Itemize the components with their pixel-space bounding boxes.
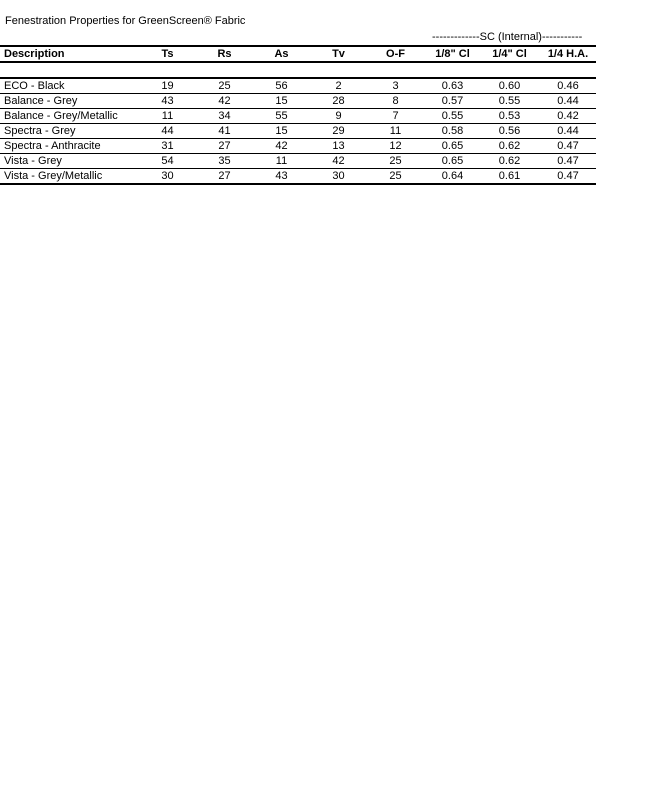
header-tv: Tv bbox=[308, 46, 365, 62]
cell-of: 12 bbox=[365, 139, 422, 154]
cell-rs: 27 bbox=[194, 139, 251, 154]
table-row bbox=[0, 109, 596, 124]
table-body bbox=[0, 62, 596, 184]
cell-of: 25 bbox=[365, 154, 422, 169]
cell-ts: 31 bbox=[137, 139, 194, 154]
cell-sc-18-cl: 0.64 bbox=[422, 169, 479, 185]
cell-tv: 28 bbox=[308, 94, 365, 109]
cell-tv: 30 bbox=[308, 169, 365, 185]
cell-sc-14-ha: 0.44 bbox=[536, 124, 596, 139]
cell-as: 11 bbox=[251, 154, 308, 169]
header-description: Description bbox=[0, 46, 137, 62]
cell-sc-14-ha: 0.42 bbox=[536, 109, 596, 124]
cell-description: ECO - Black bbox=[0, 78, 137, 94]
cell-tv: 42 bbox=[308, 154, 365, 169]
cell-description: Vista - Grey bbox=[0, 154, 137, 169]
cell-rs: 41 bbox=[194, 124, 251, 139]
cell-ts: 54 bbox=[137, 154, 194, 169]
cell-of: 7 bbox=[365, 109, 422, 124]
cell-sc-18-cl: 0.65 bbox=[422, 139, 479, 154]
cell-description: Spectra - Anthracite bbox=[0, 139, 137, 154]
header-sc-18-cl: 1/8" Cl bbox=[422, 46, 479, 62]
cell-as: 15 bbox=[251, 124, 308, 139]
table-row bbox=[0, 169, 596, 185]
cell-sc-14-ha: 0.47 bbox=[536, 154, 596, 169]
cell-sc-14-cl: 0.61 bbox=[479, 169, 536, 185]
cell-description: Balance - Grey/Metallic bbox=[0, 109, 137, 124]
cell-as: 43 bbox=[251, 169, 308, 185]
cell-sc-14-cl: 0.62 bbox=[479, 154, 536, 169]
header-sc-14-cl: 1/4" Cl bbox=[479, 46, 536, 62]
cell-rs: 25 bbox=[194, 78, 251, 94]
cell-description: Vista - Grey/Metallic bbox=[0, 169, 137, 185]
cell-of: 11 bbox=[365, 124, 422, 139]
cell-as: 56 bbox=[251, 78, 308, 94]
cell-sc-18-cl: 0.57 bbox=[422, 94, 479, 109]
header-as: As bbox=[251, 46, 308, 62]
cell-of: 25 bbox=[365, 169, 422, 185]
cell-sc-14-ha: 0.47 bbox=[536, 139, 596, 154]
cell-sc-18-cl: 0.65 bbox=[422, 154, 479, 169]
header-of: O-F bbox=[365, 46, 422, 62]
header-sc-14-ha: 1/4 H.A. bbox=[536, 46, 596, 62]
table-row bbox=[0, 124, 596, 139]
page-title: Fenestration Properties for GreenScreen® Fabric bbox=[5, 15, 246, 27]
cell-sc-18-cl: 0.55 bbox=[422, 109, 479, 124]
table-header-row bbox=[0, 46, 596, 62]
cell-description: Spectra - Grey bbox=[0, 124, 137, 139]
cell-ts: 19 bbox=[137, 78, 194, 94]
cell-of: 3 bbox=[365, 78, 422, 94]
header-ts: Ts bbox=[137, 46, 194, 62]
cell-tv: 29 bbox=[308, 124, 365, 139]
cell-rs: 27 bbox=[194, 169, 251, 185]
cell-sc-14-ha: 0.46 bbox=[536, 78, 596, 94]
cell-description: Balance - Grey bbox=[0, 94, 137, 109]
cell-sc-18-cl: 0.63 bbox=[422, 78, 479, 94]
cell-rs: 42 bbox=[194, 94, 251, 109]
cell-of: 8 bbox=[365, 94, 422, 109]
cell-sc-14-cl: 0.60 bbox=[479, 78, 536, 94]
cell-as: 55 bbox=[251, 109, 308, 124]
cell-sc-14-ha: 0.47 bbox=[536, 169, 596, 185]
table-row bbox=[0, 154, 596, 169]
cell-ts: 44 bbox=[137, 124, 194, 139]
cell-rs: 35 bbox=[194, 154, 251, 169]
cell-sc-14-cl: 0.62 bbox=[479, 139, 536, 154]
cell-as: 42 bbox=[251, 139, 308, 154]
cell-sc-14-cl: 0.55 bbox=[479, 94, 536, 109]
cell-ts: 30 bbox=[137, 169, 194, 185]
header-rs: Rs bbox=[194, 46, 251, 62]
cell-tv: 13 bbox=[308, 139, 365, 154]
fenestration-table bbox=[0, 45, 596, 185]
cell-tv: 9 bbox=[308, 109, 365, 124]
table-row bbox=[0, 78, 596, 94]
cell-tv: 2 bbox=[308, 78, 365, 94]
sc-group-header: -------------SC (Internal)----------- bbox=[432, 31, 583, 43]
table-row bbox=[0, 94, 596, 109]
cell-ts: 11 bbox=[137, 109, 194, 124]
cell-sc-14-ha: 0.44 bbox=[536, 94, 596, 109]
cell-rs: 34 bbox=[194, 109, 251, 124]
table-row bbox=[0, 139, 596, 154]
cell-sc-14-cl: 0.56 bbox=[479, 124, 536, 139]
table-spacer-row bbox=[0, 62, 596, 78]
cell-sc-18-cl: 0.58 bbox=[422, 124, 479, 139]
cell-ts: 43 bbox=[137, 94, 194, 109]
cell-sc-14-cl: 0.53 bbox=[479, 109, 536, 124]
cell-as: 15 bbox=[251, 94, 308, 109]
